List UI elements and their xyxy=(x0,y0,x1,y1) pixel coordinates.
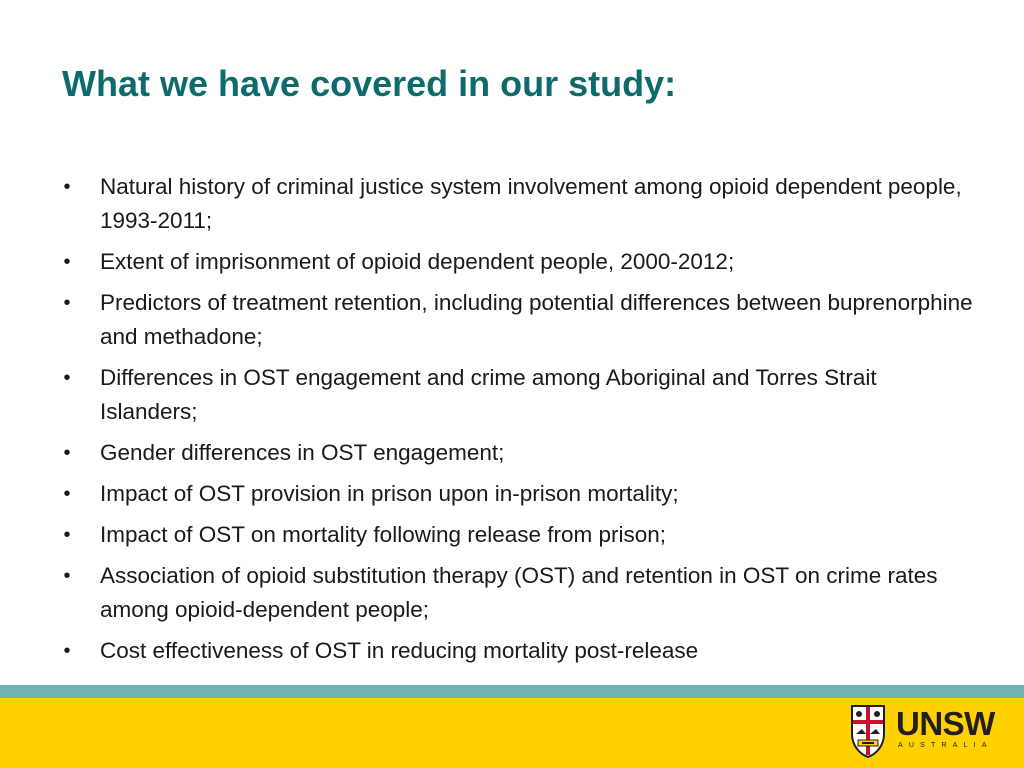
bullet-item xyxy=(60,361,980,429)
bullet-marker: • xyxy=(63,565,71,587)
bullet-text: Impact of OST on mortality following release from prison; xyxy=(100,522,667,547)
bullet-item xyxy=(60,559,980,627)
bullet-marker: • xyxy=(63,483,71,505)
bullet-marker: • xyxy=(63,292,71,314)
bullet-item xyxy=(60,286,980,354)
bullet-marker: • xyxy=(63,442,71,464)
bullet-item xyxy=(60,518,980,552)
slide-title: What we have covered in our study: xyxy=(62,63,677,104)
bullet-text: Gender differences in OST engagement; xyxy=(100,440,505,465)
logo-wordmark: UNSW xyxy=(896,705,995,742)
unsw-crest-icon xyxy=(850,704,886,758)
bullet-item xyxy=(60,170,980,238)
bullet-item xyxy=(60,634,980,668)
bullet-text: Impact of OST provision in prison upon in-prison mortality; xyxy=(100,481,679,506)
bullet-text: Association of opioid substitution therapy (OST) and retention in OST on crime rates among opioid-dependent people; xyxy=(100,563,938,622)
bullet-item xyxy=(60,436,980,470)
bullet-marker: • xyxy=(63,367,71,389)
bullet-text: Differences in OST engagement and crime among Aboriginal and Torres Strait Islanders; xyxy=(100,365,877,424)
bullet-text: Extent of imprisonment of opioid dependent people, 2000-2012; xyxy=(100,249,735,274)
bullet-marker: • xyxy=(63,524,71,546)
bullet-marker: • xyxy=(63,640,71,662)
bullet-list xyxy=(60,170,980,675)
footer-teal-band xyxy=(0,685,1024,698)
bullet-text: Predictors of treatment retention, including potential differences between buprenorphine and methadone; xyxy=(100,290,973,349)
bullet-item xyxy=(60,477,980,511)
logo-subtitle: AUSTRALIA xyxy=(898,742,993,749)
bullet-text: Cost effectiveness of OST in reducing mortality post-release xyxy=(100,638,699,663)
bullet-marker: • xyxy=(63,176,71,198)
bullet-marker: • xyxy=(63,251,71,273)
bullet-text: Natural history of criminal justice system involvement among opioid dependent people, 1993-2011; xyxy=(100,174,962,233)
unsw-logo xyxy=(850,704,1000,758)
bullet-item xyxy=(60,245,980,279)
